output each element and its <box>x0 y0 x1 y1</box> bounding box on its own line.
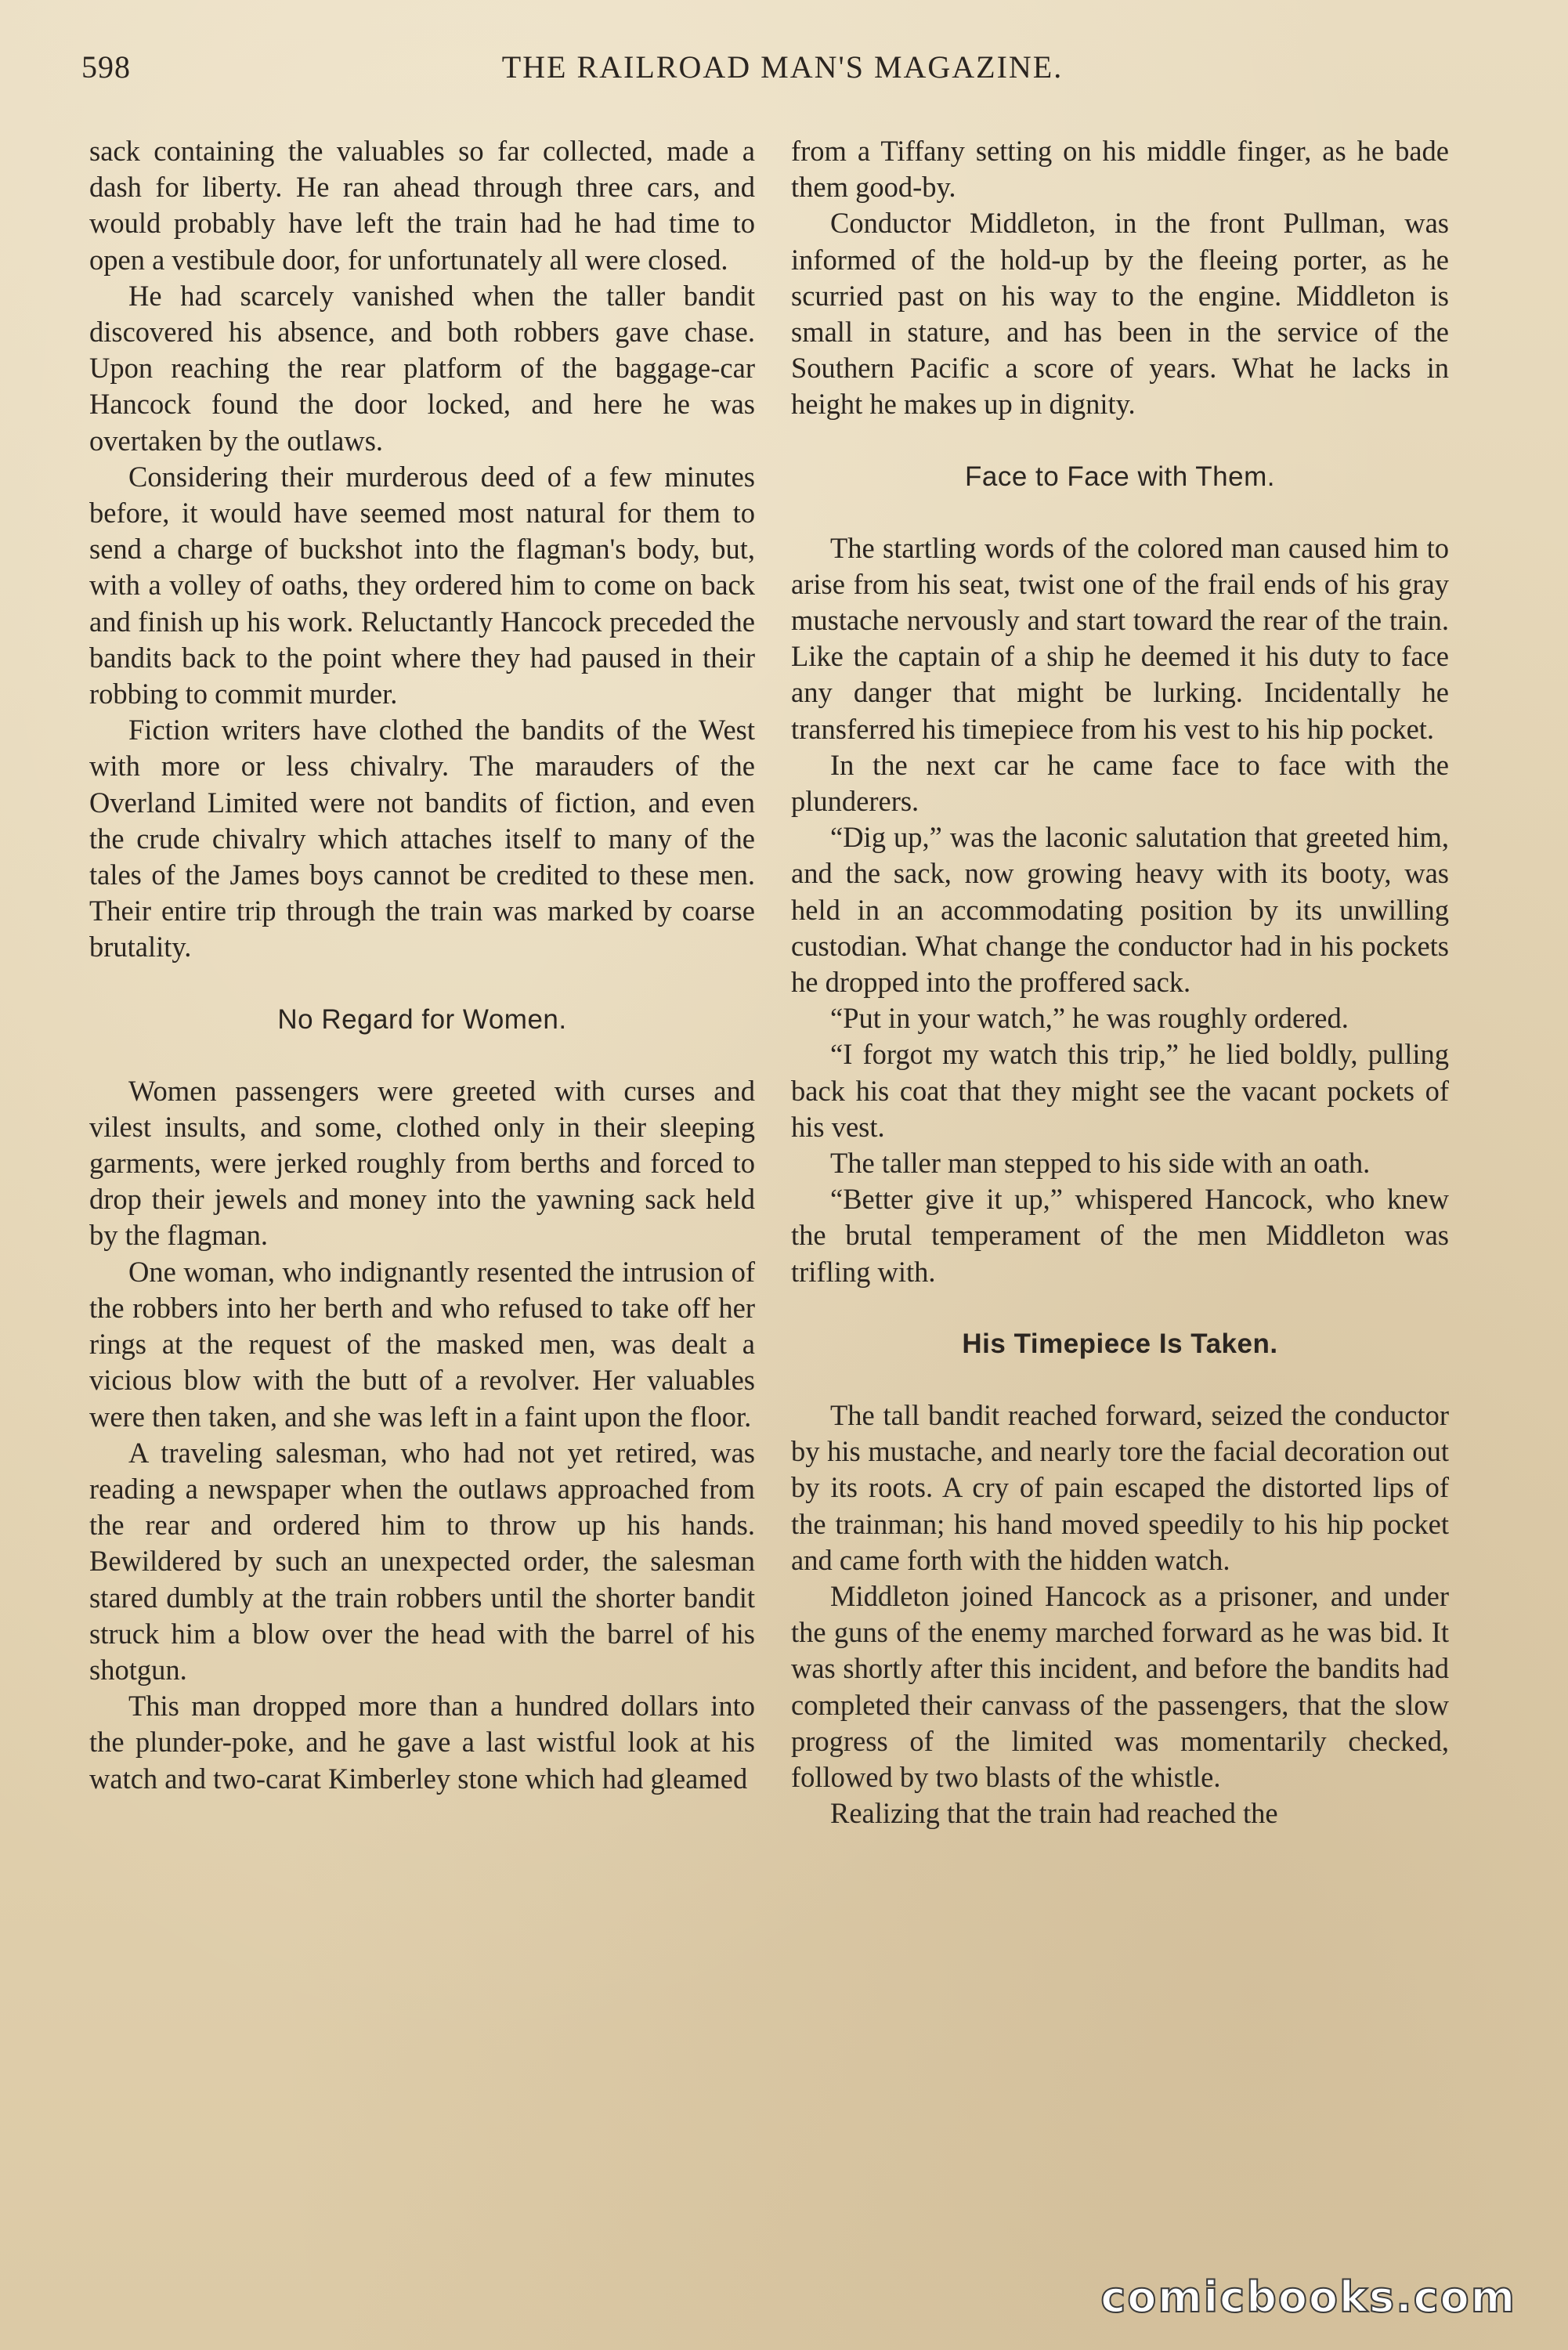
page-number: 598 <box>81 49 131 85</box>
running-head: THE RAILROAD MAN'S MAGAZINE. <box>501 49 1064 85</box>
paragraph: Middleton joined Hancock as a prisoner, and under the guns of the enemy marched forward as he was bid. It was shortly after this incident, and before the bandits had completed their canvass of the passengers, that the slow progress of the limited was momentarily checked, followed by two blasts of the whistle. <box>791 1579 1449 1793</box>
paragraph: “I forgot my watch this trip,” he lied boldly, pulling back his coat that they might see the vacant pockets of his vest. <box>791 1038 1449 1143</box>
paragraph: A traveling salesman, who had not yet retired, was reading a newspaper when the outlaws approached from the rear and ordered him to throw up his hands. Bewildered by such an unexpected order, the salesman stared dumbly at the train robbers until the shorter bandit struck him a blow over the head with the barrel of his shotgun. <box>89 1436 755 1686</box>
paragraph: He had scarcely vanished when the taller bandit discovered his absence, and both robbers gave chase. Upon reaching the rear platform of the baggage-car Hancock found the door locked, and here he was overtaken by the outlaws. <box>89 279 755 457</box>
paragraph: This man dropped more than a hundred dollars into the plunder-poke, and he gave a last wistful look at his watch and two-carat Kimberley stone which had gleamed <box>89 1690 755 1795</box>
watermark-logo: comicbooks.com <box>1100 2272 1516 2322</box>
section-subheading: No Regard for Women. <box>277 1003 567 1035</box>
section-subheading: His Timepiece Is Taken. <box>962 1328 1278 1359</box>
paragraph: Realizing that the train had reached the <box>830 1797 1278 1830</box>
paragraph: sack containing the valuables so far collected, made a dash for liberty. He ran ahead through three cars, and would probably have left the train had he had time to open a vestibule door, for unfortunately all were closed. <box>89 135 755 276</box>
paragraph: Conductor Middleton, in the front Pullman, was informed of the hold-up by the fleeing porter, as he scurried past on his way to the engine. Middleton is small in stature, and has been in the service of the Southern Pacific a score of years. What he lacks in height he makes up in dignity. <box>791 207 1449 421</box>
paragraph: “Put in your watch,” he was roughly ordered. <box>830 1002 1349 1035</box>
paragraph: In the next car he came face to face with the plunderers. <box>791 748 1449 818</box>
paragraph: from a Tiffany setting on his middle finger, as he bade them good-by. <box>791 135 1449 204</box>
paragraph: “Better give it up,” whispered Hancock, who knew the brutal temperament of the men Middleton was trifling with. <box>791 1183 1449 1288</box>
page-header <box>81 49 1483 103</box>
paragraph: One woman, who indignantly resented the intrusion of the robbers into her berth and who refused to take off her rings at the request of the masked men, was dealt a vicious blow with the butt of a revolver. Her valuables were then taken, and she was left in a faint upon the floor. <box>89 1255 755 1433</box>
right-column <box>791 133 1449 1831</box>
paragraph: The tall bandit reached forward, seized the conductor by his mustache, and nearly tore the facial decoration out by its roots. A cry of pain escaped the distorted lips of the trainman; his hand moved speedily to his hip pocket and came forth with the hidden watch. <box>791 1398 1449 1576</box>
paragraph: Women passengers were greeted with curses and vilest insults, and some, clothed only in their sleeping garments, were jerked roughly from berths and forced to drop their jewels and money into the yawning sack held by the flagman. <box>89 1074 755 1252</box>
paragraph: Fiction writers have clothed the bandits of the West with more or less chivalry. The marauders of the Overland Limited were not bandits of fiction, and even the crude chivalry which attaches itself to many of the tales of the James boys cannot be credited to these men. Their entire trip through the train was marked by coarse brutality. <box>89 714 755 964</box>
paragraph: “Dig up,” was the laconic salutation that greeted him, and the sack, now growing heavy with its booty, was held in an accommodating position by its unwilling custodian. What change the conductor had in his pockets he dropped into the proffered sack. <box>791 821 1449 999</box>
left-column <box>89 133 755 1797</box>
paragraph: The taller man stepped to his side with an oath. <box>830 1147 1371 1180</box>
section-subheading: Face to Face with Them. <box>964 461 1275 492</box>
paragraph: Considering their murderous deed of a few minutes before, it would have seemed most natural for them to send a charge of buckshot into the flagman's body, but, with a volley of oaths, they ordered him to come on back and finish up his work. Reluctantly Hancock preceded the bandits back to the point where they had paused in their robbing to commit murder. <box>89 460 755 710</box>
paragraph: The startling words of the colored man caused him to arise from his seat, twist one of the frail ends of his gray mustache nervously and start toward the rear of the train. Like the captain of a ship he deemed it his duty to face any danger that might be lurking. Incidentally he transferred his timepiece from his vest to his hip pocket. <box>791 531 1449 745</box>
